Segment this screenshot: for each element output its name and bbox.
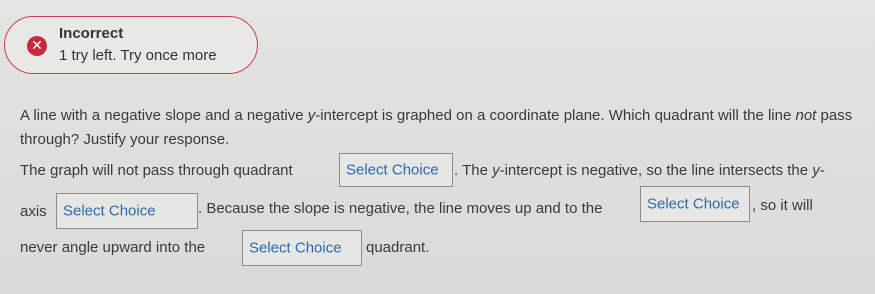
feedback-message: 1 try left. Try once more — [59, 47, 217, 64]
response-text: . The y-intercept is negative, so the line intersects the y- — [454, 162, 825, 179]
response-text: axis — [20, 203, 47, 220]
close-icon: ✕ — [27, 36, 47, 56]
quadrant-dropdown[interactable] — [339, 153, 453, 187]
dropdown-label: Select Choice — [647, 195, 740, 213]
question-part: A line with a negative slope and a negative — [20, 107, 308, 124]
feedback-banner — [4, 16, 258, 74]
response-text: . Because the slope is negative, the line moves up and to the — [198, 200, 603, 217]
feedback-title: Incorrect — [59, 25, 124, 42]
question-part: pass through? Justify your response. — [20, 107, 853, 148]
dropdown-label: Select Choice — [249, 239, 342, 257]
dropdown-label: Select Choice — [63, 202, 156, 220]
question-emphasis: not — [795, 107, 817, 124]
response-text: never angle upward into the — [20, 239, 206, 256]
response-text: quadrant. — [366, 239, 430, 256]
question-part: -intercept is graphed on a coordinate plane. Which quadrant will the line — [315, 107, 796, 124]
quadrant-dropdown-2[interactable] — [242, 230, 362, 266]
direction-dropdown[interactable] — [640, 186, 750, 222]
response-text: , so it will — [752, 197, 813, 214]
question-text — [20, 104, 860, 152]
response-text: The graph will not pass through quadrant — [20, 162, 293, 179]
question-variable: y — [307, 107, 316, 124]
intercept-dropdown[interactable] — [56, 193, 198, 229]
dropdown-label: Select Choice — [346, 161, 439, 179]
